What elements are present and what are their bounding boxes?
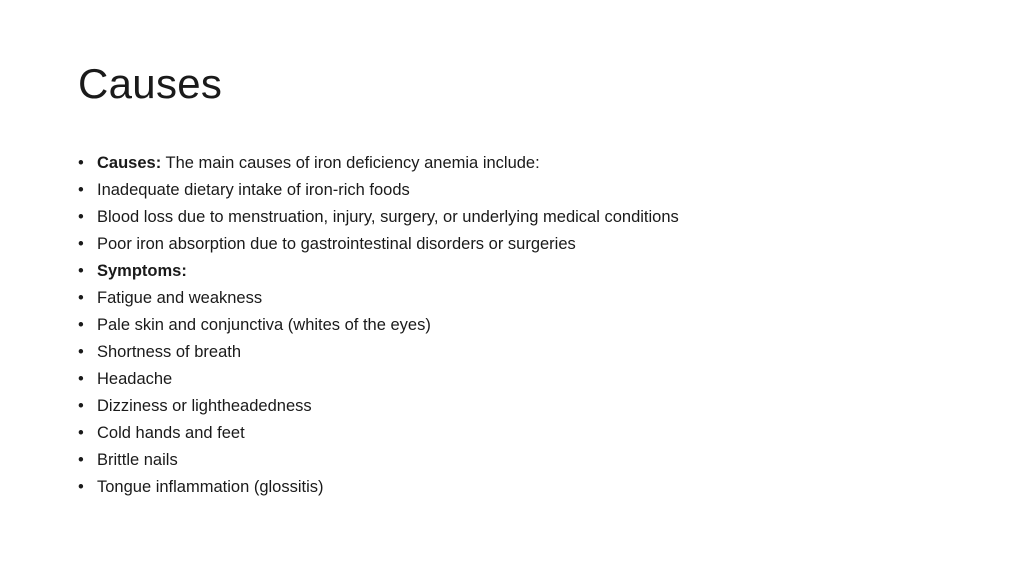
item-text: Headache: [97, 370, 173, 388]
list-item: [78, 177, 679, 204]
bullet-icon: •: [78, 478, 84, 496]
bullet-icon: •: [78, 235, 84, 253]
list-item: [78, 339, 679, 366]
item-text: Blood loss due to menstruation, injury, surgery, or underlying medical conditions: [97, 208, 679, 226]
list-item: [78, 420, 679, 447]
item-text: The main causes of iron deficiency anemia include:: [161, 154, 540, 172]
list-item: [78, 204, 679, 231]
list-item: [78, 474, 679, 501]
list-item: [78, 366, 679, 393]
item-text: Pale skin and conjunctiva (whites of the eyes): [97, 316, 431, 334]
item-bold-label: Symptoms:: [97, 262, 187, 280]
list-item: [78, 258, 679, 285]
item-text: Shortness of breath: [97, 343, 242, 361]
bullet-icon: •: [78, 451, 84, 469]
bullet-icon: •: [78, 370, 84, 388]
bullet-icon: •: [78, 424, 84, 442]
item-text: Inadequate dietary intake of iron-rich foods: [97, 181, 410, 199]
list-item: [78, 231, 679, 258]
bullet-icon: •: [78, 343, 84, 361]
slide-title: Causes: [78, 60, 223, 107]
list-item: [78, 150, 679, 177]
item-bold-label: Causes:: [97, 154, 162, 172]
bullet-icon: •: [78, 181, 84, 199]
item-text: Dizziness or lightheadedness: [97, 397, 312, 415]
bullet-icon: •: [78, 316, 84, 334]
list-item: [78, 285, 679, 312]
item-text: Poor iron absorption due to gastrointestinal disorders or surgeries: [97, 235, 576, 253]
bullet-icon: •: [78, 289, 84, 307]
bullet-icon: •: [78, 397, 84, 415]
list-item: [78, 312, 679, 339]
bullet-list: [78, 150, 679, 501]
bullet-icon: •: [78, 262, 84, 280]
item-text: Cold hands and feet: [97, 424, 245, 442]
bullet-icon: •: [78, 208, 84, 226]
bullet-icon: •: [78, 154, 84, 172]
item-text: Brittle nails: [97, 451, 178, 469]
item-text: Fatigue and weakness: [97, 289, 263, 307]
item-text: Tongue inflammation (glossitis): [97, 478, 324, 496]
list-item: [78, 447, 679, 474]
list-item: [78, 393, 679, 420]
